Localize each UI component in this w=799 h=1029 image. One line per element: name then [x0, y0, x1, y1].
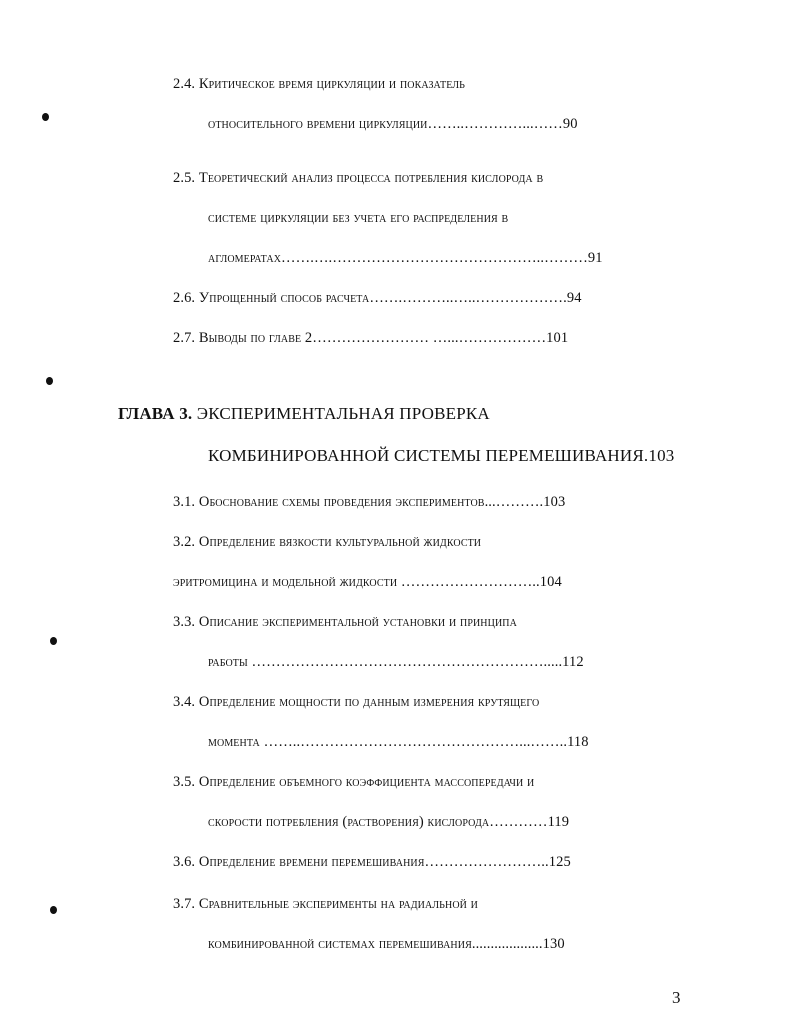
scan-speck: [50, 637, 57, 645]
toc-entry-2-5-line-1: 2.5. Теоретический анализ процесса потребления кислорода в: [173, 170, 544, 186]
toc-entry-2-6: 2.6. Упрощенный способ расчета…….………..…..……………….94: [173, 290, 582, 306]
toc-entry-3-7-line-1: 3.7. Сравнительные эксперименты на радиальной и: [173, 896, 479, 912]
page-number: 3: [672, 988, 681, 1007]
chapter-3-heading-line-1: [118, 404, 490, 424]
toc-entry-3-4-line-1: 3.4. Определение мощности по данным измерения крутящего: [173, 694, 540, 710]
toc-entry-3-5-line-1: 3.5. Определение объемного коэффициента массопередачи и: [173, 774, 535, 790]
scan-speck: [42, 113, 49, 121]
chapter-3-heading-line-2: КОМБИНИРОВАННОЙ СИСТЕМЫ ПЕРЕМЕШИВАНИЯ.103: [208, 446, 675, 465]
toc-entry-3-3-line-2: работы …………………………………………………….....112: [208, 654, 584, 670]
chapter-3-label: ГЛАВА 3.: [118, 404, 193, 423]
toc-entry-3-2-line-2: эритромицина и модельной жидкости ………………………..104: [173, 574, 562, 590]
toc-entry-3-4-line-2: момента ……..………………………………………...……..118: [208, 734, 589, 750]
toc-entry-2-7: 2.7. Выводы по главе 2…………………… …...………………101: [173, 330, 569, 346]
toc-entry-3-5-line-2: скорости потребления (растворения) кислорода…………119: [208, 814, 570, 830]
toc-entry-2-5-line-3: агломератах…….….……………………………………..………91: [208, 250, 603, 266]
toc-entry-3-7-line-2: комбинированной системах перемешивания...................130: [208, 936, 565, 952]
scan-speck: [50, 906, 57, 914]
scan-speck: [46, 377, 53, 385]
toc-entry-3-2-line-1: 3.2. Определение вязкости культуральной жидкости: [173, 534, 482, 550]
chapter-3-title-part-1: ЭКСПЕРИМЕНТАЛЬНАЯ ПРОВЕРКА: [196, 404, 490, 423]
toc-entry-3-6: 3.6. Определение времени перемешивания……………………..125: [173, 854, 571, 870]
toc-entry-3-3-line-1: 3.3. Описание экспериментальной установки и принципа: [173, 614, 517, 630]
toc-entry-2-5-line-2: системе циркуляции без учета его распределения в: [208, 210, 509, 226]
toc-entry-2-4-line-1: 2.4. Критическое время циркуляции и показатель: [173, 76, 466, 92]
toc-entry-2-4-line-2: относительного времени циркуляции……..…………...……90: [208, 116, 578, 132]
toc-entry-3-1: 3.1. Обоснование схемы проведения экспериментов...……….103: [173, 494, 566, 510]
